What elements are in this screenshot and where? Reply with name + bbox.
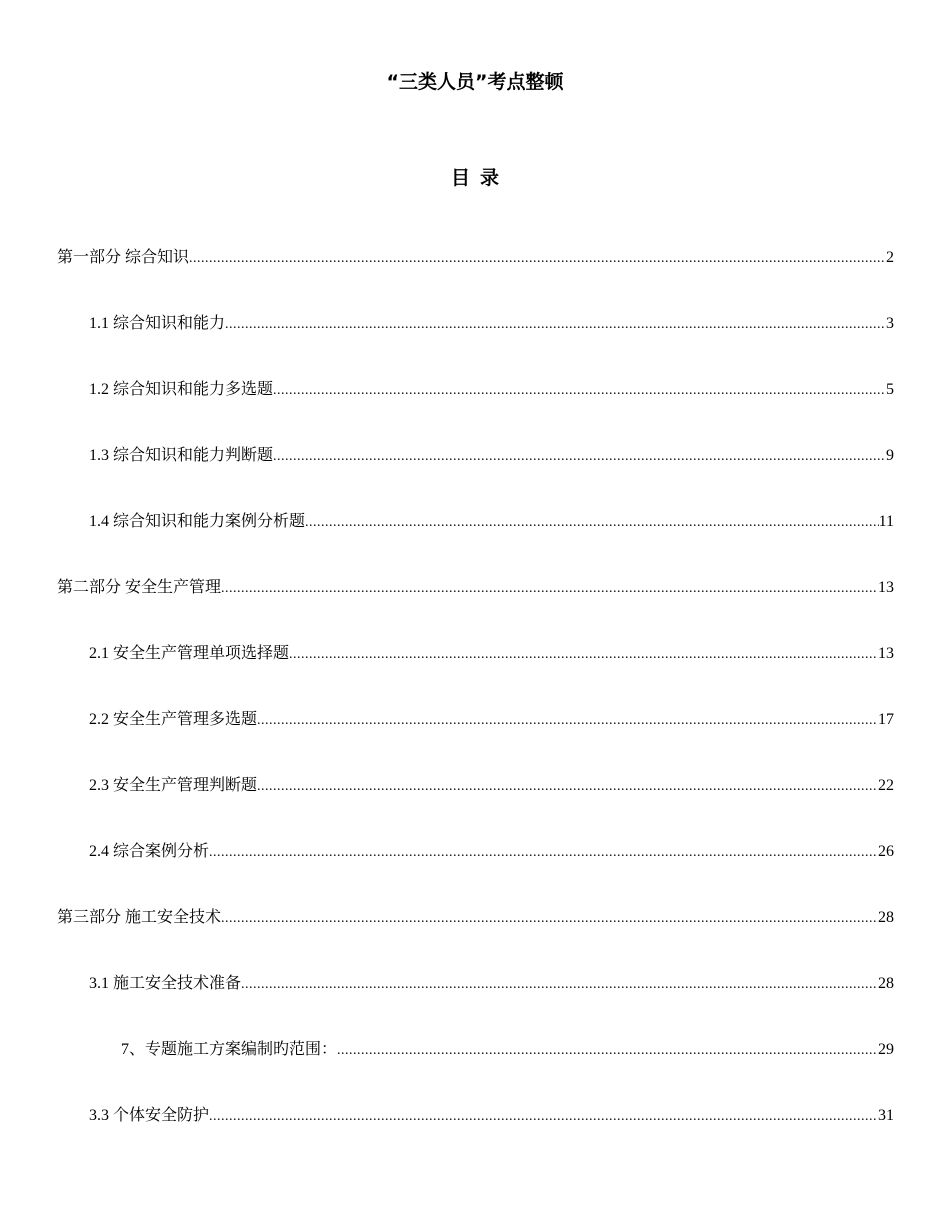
toc-entry-label: 2.4 综合案例分析 xyxy=(89,843,210,860)
toc-entry-label: 7、专题施工方案编制旳范围： xyxy=(121,1041,338,1058)
toc-dot-leader xyxy=(337,1038,878,1064)
toc-entry[interactable] xyxy=(0,575,950,641)
toc-entry[interactable] xyxy=(0,311,950,377)
toc-entry[interactable] xyxy=(0,641,950,707)
toc-entry-label: 2.1 安全生产管理单项选择题 xyxy=(89,645,290,662)
toc-page-number: 29 xyxy=(878,1041,894,1058)
toc-dot-leader xyxy=(209,1104,878,1130)
toc-entry-label: 第一部分 综合知识 xyxy=(57,249,190,266)
toc-entry[interactable] xyxy=(0,377,950,443)
toc-heading: 目录 xyxy=(450,167,509,189)
toc-entry[interactable] xyxy=(0,1037,950,1103)
toc-entry[interactable] xyxy=(0,1103,950,1169)
toc-entry-label: 1.1 综合知识和能力 xyxy=(89,315,226,332)
toc-entry-label: 第三部分 施工安全技术 xyxy=(57,909,222,926)
toc-page-number: 3 xyxy=(886,315,894,332)
toc-page-number: 22 xyxy=(878,777,894,794)
toc-entry[interactable] xyxy=(0,839,950,905)
toc-entry[interactable] xyxy=(0,971,950,1037)
toc-dot-leader xyxy=(257,774,878,800)
toc-entry[interactable] xyxy=(0,773,950,839)
toc-entry-label: 2.2 安全生产管理多选题 xyxy=(89,711,258,728)
toc-page-number: 9 xyxy=(886,447,894,464)
toc-entry-label: 1.2 综合知识和能力多选题 xyxy=(89,381,274,398)
toc-dot-leader xyxy=(225,312,886,338)
toc-page-number: 5 xyxy=(886,381,894,398)
toc-entry-label: 第二部分 安全生产管理 xyxy=(57,579,222,596)
toc-dot-leader xyxy=(257,708,878,734)
toc-page-number: 13 xyxy=(878,645,894,662)
toc-dot-leader xyxy=(221,576,878,602)
toc-page-number: 11 xyxy=(878,513,894,530)
toc-dot-leader xyxy=(289,642,878,668)
toc-entry-label: 3.1 施工安全技术准备 xyxy=(89,975,242,992)
toc-dot-leader xyxy=(305,510,879,536)
toc-entry[interactable] xyxy=(0,245,950,311)
toc-entry[interactable] xyxy=(0,905,950,971)
toc-entry-label: 1.4 综合知识和能力案例分析题 xyxy=(89,513,306,530)
toc-page-number: 26 xyxy=(878,843,894,860)
toc-page-number: 28 xyxy=(878,975,894,992)
table-of-contents xyxy=(0,245,950,1169)
toc-entry[interactable] xyxy=(0,509,950,575)
toc-page-number: 13 xyxy=(878,579,894,596)
toc-entry-label: 3.3 个体安全防护 xyxy=(89,1107,210,1124)
toc-entry[interactable] xyxy=(0,707,950,773)
toc-page-number: 17 xyxy=(878,711,894,728)
toc-dot-leader xyxy=(273,444,886,470)
toc-page-number: 2 xyxy=(886,249,894,266)
toc-page-number: 31 xyxy=(878,1107,894,1124)
document-title: “三类人员”考点整顿 xyxy=(386,71,564,93)
toc-dot-leader xyxy=(209,840,878,866)
toc-dot-leader xyxy=(273,378,886,404)
toc-dot-leader xyxy=(189,246,886,272)
toc-dot-leader xyxy=(241,972,878,998)
toc-entry[interactable] xyxy=(0,443,950,509)
toc-dot-leader xyxy=(221,906,878,932)
toc-page-number: 28 xyxy=(878,909,894,926)
toc-entry-label: 2.3 安全生产管理判断题 xyxy=(89,777,258,794)
toc-entry-label: 1.3 综合知识和能力判断题 xyxy=(89,447,274,464)
